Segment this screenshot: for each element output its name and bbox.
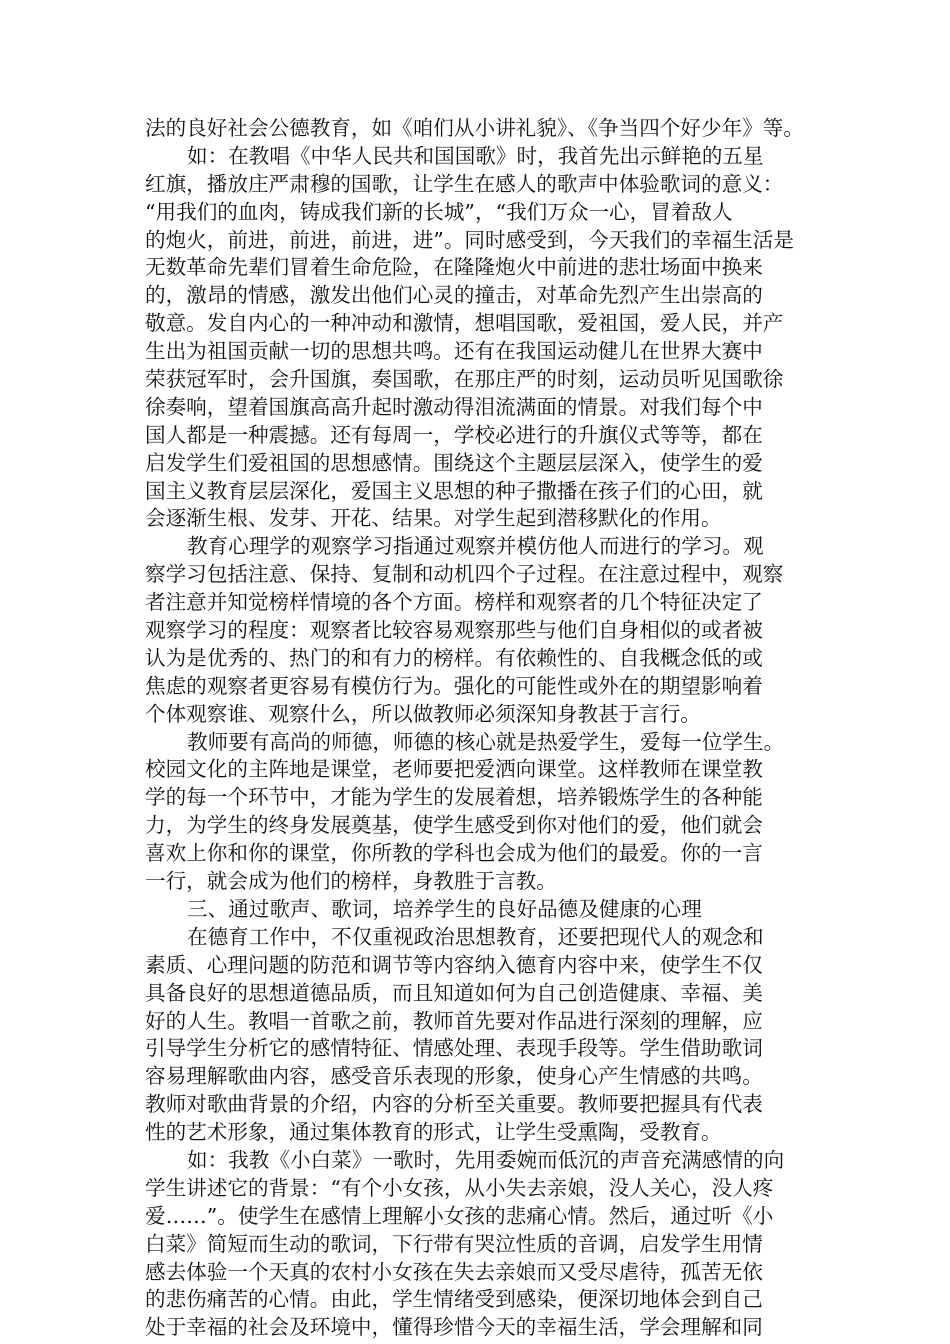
text-line: 教师要有高尚的师德，师德的核心就是热爱学生，爱每一位学生。 bbox=[187, 729, 785, 754]
text-line: 如：在教唱《中华人民共和国国歌》时，我首先出示鲜艳的五星 bbox=[187, 143, 764, 168]
text-line: 处于幸福的社会及环境中，懂得珍惜今天的幸福生活，学会理解和同 bbox=[145, 1315, 763, 1340]
text-line: 在德育工作中，不仅重视政治思想教育，还要把现代人的观念和 bbox=[187, 924, 764, 949]
text-line: 生出为祖国贡献一切的思想共鸣。还有在我国运动健儿在世界大赛中 bbox=[145, 339, 763, 364]
text-line: 感去体验一个天真的农村小女孩在失去亲娘而又受尽虐待，孤苦无依 bbox=[145, 1259, 763, 1284]
text-line: 如：我教《小白菜》一歌时，先用委婉而低沉的声音充满感情的向 bbox=[187, 1147, 785, 1172]
text-line: 白菜》简短而生动的歌词，下行带有哭泣性质的音调，启发学生用情 bbox=[145, 1231, 763, 1256]
text-line: 容易理解歌曲内容，感受音乐表现的形象，使身心产生情感的共鸣。 bbox=[145, 1064, 763, 1089]
text-line: 敬意。发自内心的一种冲动和激情，想唱国歌，爱祖国，爱人民，并产 bbox=[145, 311, 784, 336]
text-line: 焦虑的观察者更容易有模仿行为。强化的可能性或外在的期望影响着 bbox=[145, 673, 763, 698]
text-line: 启发学生们爱祖国的思想感情。围绕这个主题层层深入，使学生的爱 bbox=[145, 450, 763, 475]
text-line: 国主义教育层层深化，爱国主义思想的种子撒播在孩子们的心田，就 bbox=[145, 478, 763, 503]
text-line: 好的人生。教唱一首歌之前，教师首先要对作品进行深刻的理解，应 bbox=[145, 1008, 763, 1033]
text-line: “用我们的血肉，铸成我们新的长城”，“我们万众一心，冒着敌人 bbox=[145, 199, 733, 224]
text-line: 徐奏响，望着国旗高高升起时激动得泪流满面的情景。对我们每个中 bbox=[145, 394, 763, 419]
text-line: 察学习包括注意、保持、复制和动机四个子过程。在注意过程中，观察 bbox=[145, 562, 784, 587]
text-line: 荣获冠军时，会升国旗，奏国歌，在那庄严的时刻，运动员听见国歌徐 bbox=[145, 367, 784, 392]
text-line: 具备良好的思想道德品质，而且知道如何为自己创造健康、幸福、美 bbox=[145, 980, 763, 1005]
text-line: 的，激昂的情感，激发出他们心灵的撞击，对革命先烈产生出崇高的 bbox=[145, 283, 763, 308]
text-line: 爱……”。使学生在感情上理解小女孩的悲痛心情。然后，通过听《小 bbox=[145, 1203, 774, 1228]
text-line: 个体观察谁、观察什么，所以做教师必须深知身教甚于言行。 bbox=[145, 701, 702, 726]
text-line: 的炮火，前进，前进，前进，进”。同时感受到，今天我们的幸福生活是 bbox=[145, 227, 794, 252]
text-line: 教师对歌曲背景的介绍，内容的分析至关重要。教师要把握具有代表 bbox=[145, 1092, 763, 1117]
text-line: 认为是优秀的、热门的和有力的榜样。有依赖性的、自我概念低的或 bbox=[145, 645, 763, 670]
text-line: 校园文化的主阵地是课堂，老师要把爱洒向课堂。这样教师在课堂教 bbox=[145, 757, 763, 782]
text-line: 的悲伤痛苦的心情。由此，学生情绪受到感染，便深切地体会到自己 bbox=[145, 1287, 763, 1312]
text-line: 三、通过歌声、歌词，培养学生的良好品德及健康的心理 bbox=[187, 896, 702, 921]
document-page bbox=[145, 115, 825, 1342]
text-line: 喜欢上你和你的课堂，你所教的学科也会成为他们的最爱。你的一言 bbox=[145, 841, 763, 866]
text-line: 者注意并知觉榜样情境的各个方面。榜样和观察者的几个特征决定了 bbox=[145, 590, 763, 615]
text-line: 一行，就会成为他们的榜样，身教胜于言教。 bbox=[145, 869, 557, 894]
text-line: 学的每一个环节中，才能为学生的发展着想，培养锻炼学生的各种能 bbox=[145, 785, 763, 810]
text-line: 无数革命先辈们冒着生命危险，在隆隆炮火中前进的悲壮场面中换来 bbox=[145, 255, 763, 280]
text-line: 引导学生分析它的感情特征、情感处理、表现手段等。学生借助歌词 bbox=[145, 1036, 763, 1061]
text-line: 法的良好社会公德教育，如《咱们从小讲礼貌》、《争当四个好少年》等。 bbox=[145, 116, 804, 140]
text-line: 力，为学生的终身发展奠基，使学生感受到你对他们的爱，他们就会 bbox=[145, 813, 763, 838]
text-line: 红旗，播放庄严肃穆的国歌，让学生在感人的歌声中体验歌词的意义： bbox=[145, 171, 784, 196]
text-line: 教育心理学的观察学习指通过观察并模仿他人而进行的学习。观 bbox=[187, 534, 764, 559]
text-line: 学生讲述它的背景：“有个小女孩，从小失去亲娘，没人关心，没人疼 bbox=[145, 1175, 774, 1200]
text-line: 素质、心理问题的防范和调节等内容纳入德育内容中来，使学生不仅 bbox=[145, 952, 763, 977]
text-line: 国人都是一种震撼。还有每周一，学校必进行的升旗仪式等等，都在 bbox=[145, 422, 763, 447]
text-line: 性的艺术形象，通过集体教育的形式，让学生受熏陶，受教育。 bbox=[145, 1120, 722, 1145]
text-line: 会逐渐生根、发芽、开花、结果。对学生起到潜移默化的作用。 bbox=[145, 506, 722, 531]
text-line: 观察学习的程度：观察者比较容易观察那些与他们自身相似的或者被 bbox=[145, 618, 763, 643]
